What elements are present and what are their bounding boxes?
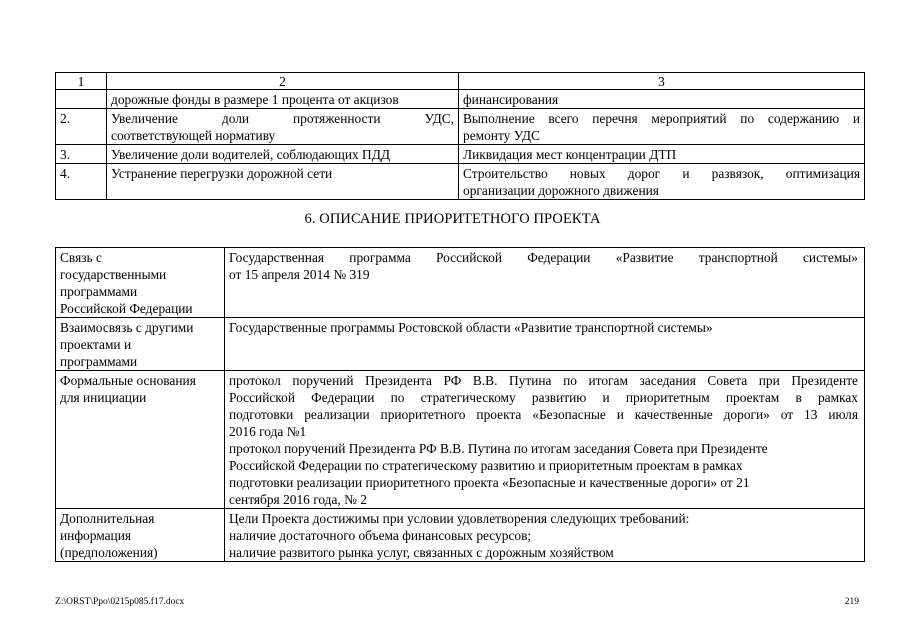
header-cell-2: 2 — [107, 73, 459, 90]
header-cell-3: 3 — [459, 73, 865, 90]
measure-line: Строительство новых дорог и развязок, оптимизация — [463, 166, 860, 181]
value-line: Российской Федерации по стратегическому развитию и приоритетным проектам в рамках — [229, 458, 743, 473]
passport-value — [225, 509, 865, 562]
passport-label — [56, 509, 225, 562]
measure-cell: финансирования — [459, 90, 865, 109]
value-line: протокол поручений Президента РФ В.В. Путина по итогам заседания Совета при Президенте — [229, 373, 858, 388]
measure-line: Выполнение всего перечня мероприятий по содержанию и — [463, 111, 860, 126]
value-line: от 15 апреля 2014 № 319 — [229, 267, 370, 282]
value-line: Российской Федерации по стратегическому развитию и приоритетным проектам в рамках — [229, 390, 858, 405]
label-line: информация — [60, 528, 132, 543]
row-number: 3. — [56, 145, 107, 164]
value-line: наличие достаточного объема финансовых ресурсов; — [229, 528, 532, 543]
label-line: Формальные основания — [60, 373, 196, 388]
indicator-cell: Устранение перегрузки дорожной сети — [107, 164, 459, 200]
label-line: (предположения) — [60, 545, 158, 560]
label-line: Связь с — [60, 250, 102, 265]
label-line: проектами и — [60, 337, 132, 352]
table-header-row — [56, 73, 865, 90]
passport-row-assumptions — [56, 509, 865, 562]
passport-row-interconnection — [56, 318, 865, 371]
measure-cell — [459, 109, 865, 145]
measure-line: организации дорожного движения — [463, 183, 659, 198]
indicator-line: Увеличение доли протяженности УДС, — [111, 111, 454, 126]
row-number: 4. — [56, 164, 107, 200]
passport-value — [225, 248, 865, 318]
measure-cell — [459, 164, 865, 200]
passport-label — [56, 371, 225, 509]
passport-label — [56, 318, 225, 371]
value-line: Государственная программа Российской Федерации «Развитие транспортной системы» — [229, 250, 858, 265]
label-line: программами — [60, 354, 138, 369]
indicator-cell: дорожные фонды в размере 1 процента от акцизов — [107, 90, 459, 109]
value-line: Цели Проекта достижимы при условии удовлетворения следующих требований: — [229, 511, 690, 526]
header-cell-1: 1 — [56, 73, 107, 90]
table-row — [56, 109, 865, 145]
measure-line: ремонту УДС — [463, 128, 540, 143]
passport-row-programs-link — [56, 248, 865, 318]
passport-row-formal-grounds — [56, 371, 865, 509]
indicator-line: соответствующей нормативу — [111, 128, 276, 143]
row-number — [56, 90, 107, 109]
passport-value — [225, 371, 865, 509]
label-line: Дополнительная — [60, 511, 155, 526]
project-passport-table — [55, 247, 865, 562]
indicator-cell — [107, 109, 459, 145]
row-number: 2. — [56, 109, 107, 145]
label-line: Взаимосвязь с другими — [60, 320, 194, 335]
value-line: протокол поручений Президента РФ В.В. Путина по итогам заседания Совета при Президенте — [229, 441, 768, 456]
value-line: 2016 года №1 — [229, 424, 307, 439]
label-line: программами — [60, 284, 138, 299]
table-row — [56, 164, 865, 200]
section-title: 6. ОПИСАНИЕ ПРИОРИТЕТНОГО ПРОЕКТА — [304, 211, 601, 227]
table-row — [56, 90, 865, 109]
label-line: для инициации — [60, 390, 147, 405]
label-line: Российской Федерации — [60, 301, 193, 316]
measure-cell: Ликвидация мест концентрации ДТП — [459, 145, 865, 164]
value-line: подготовки реализации приоритетного проекта «Безопасные и качественные дороги» от 13 июля — [229, 407, 858, 422]
value-line: подготовки реализации приоритетного проекта «Безопасные и качественные дороги» от 21 — [229, 475, 750, 490]
value-line: наличие развитого рынка услуг, связанных с дорожным хозяйством — [229, 545, 614, 560]
value-line: сентября 2016 года, № 2 — [229, 492, 367, 507]
passport-label — [56, 248, 225, 318]
passport-value: Государственные программы Ростовской области «Развитие транспортной системы» — [225, 318, 865, 371]
label-line: государственными — [60, 267, 167, 282]
file-path-footer: Z:\ORST\Ppo\0215p085.f17.docx — [55, 597, 185, 607]
table-row — [56, 145, 865, 164]
indicator-cell: Увеличение доли водителей, соблюдающих ПДД — [107, 145, 459, 164]
page-number: 219 — [844, 597, 859, 607]
indicators-table — [55, 72, 865, 200]
